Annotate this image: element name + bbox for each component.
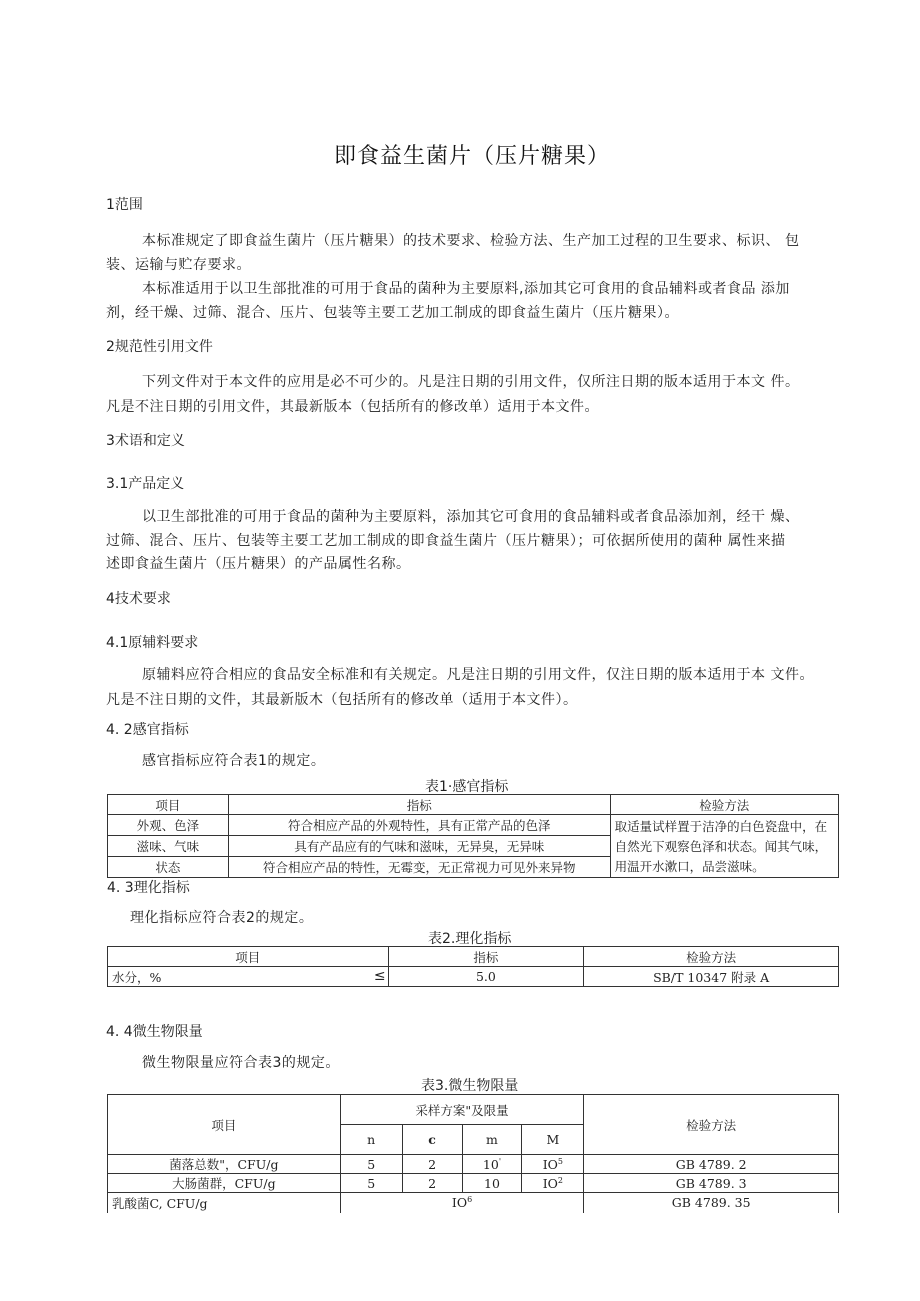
section-1-heading: 1范围 [106, 197, 143, 213]
table-1-caption: 表1·感官指标 [425, 779, 509, 795]
table-cell: GB 4789. 35 [584, 1193, 839, 1213]
section-4-4-heading: 4. 4微生物限量 [106, 1024, 203, 1040]
s1-paragraph-1-line-1: 本标准规定了即食益生菌片（压片糖果）的技术要求、检验方法、生产加工过程的卫生要求、标识、 包 [142, 233, 800, 249]
s3-paragraph-line-3: 述即食益生菌片（压片糖果）的产品属性名称。 [106, 556, 411, 572]
table-header-row [108, 1095, 839, 1125]
s4-1-paragraph-line-1: 原辅料应符合相应的食品安全标准和有关规定。凡是注日期的引用文件，仅注日期的版本适用于本 文件。 [142, 667, 814, 683]
M-value: IO [542, 1175, 558, 1191]
table-cell [462, 1174, 522, 1193]
table-header-cell: n [340, 1125, 402, 1155]
table-header-cell: 检验方法 [584, 947, 839, 967]
table-header-cell: 检验方法 [584, 1095, 839, 1155]
section-4-2-heading: 4. 2感官指标 [106, 722, 189, 738]
table-cell: GB 4789. 2 [584, 1155, 839, 1174]
s4-1-paragraph-line-2: 凡是不注日期的文件，其最新版木（包括所有的修改单（适用于本文件）。 [106, 692, 578, 708]
table-cell [108, 967, 389, 987]
table-cell: 2 [402, 1174, 462, 1193]
table-cell: 具有产品应有的气味和滋味，无异臭，无异味 [228, 836, 610, 857]
table-cell: 状态 [108, 857, 229, 878]
table-cell: SB/T 10347 附录 A [584, 967, 839, 987]
table-row [108, 1155, 839, 1174]
section-4-heading: 4技术要求 [106, 591, 171, 607]
table-2-caption: 表2.理化指标 [428, 931, 512, 947]
table-header-cell: M [522, 1125, 584, 1155]
item-label: 水分，% [112, 969, 162, 985]
table-header-cell: 指标 [228, 795, 610, 815]
microbial-table [107, 1094, 839, 1213]
table-cell: 外观、色泽 [108, 815, 229, 836]
table-header-row [108, 795, 839, 815]
table-header-row [108, 947, 839, 967]
m-superscript: ' [498, 1156, 502, 1166]
s1-paragraph-1-line-2: 装、运输与贮存要求。 [106, 257, 251, 273]
table-cell [522, 1155, 584, 1174]
table-cell: 菌落总数"，CFU/g [108, 1155, 341, 1174]
table-cell: 2 [402, 1155, 462, 1174]
M-superscript: 5 [557, 1156, 564, 1166]
page-title: 即食益生菌片（压片糖果） [334, 144, 611, 169]
s4-3-paragraph: 理化指标应符合表2的规定。 [130, 910, 314, 926]
method-cell: 取适量试样置于洁净的白色瓷盘中，在自然光下观察色泽和状态。闻其气味，用温开水漱口，品尝滋味。 [610, 815, 838, 878]
table-header-cell: 项目 [108, 795, 229, 815]
table-header-cell: c [402, 1125, 462, 1155]
s2-paragraph-line-2: 凡是不注日期的引用文件，其最新版本（包括所有的修改单）适用于本文件。 [106, 399, 599, 415]
table-header-cell: 项目 [108, 947, 389, 967]
table-row [108, 967, 839, 987]
s4-2-paragraph: 感官指标应符合表1的规定。 [142, 753, 326, 769]
section-3-heading: 3术语和定义 [106, 433, 185, 449]
s1-paragraph-2-line-2: 剂，经干燥、过筛、混合、压片、包装等主要工艺加工制成的即食益生菌片（压片糖果）。 [106, 305, 679, 321]
limit-superscript: 6 [467, 1195, 473, 1205]
table-row [108, 1193, 839, 1213]
table-cell: 乳酸菌C, CFU/g [108, 1193, 341, 1213]
s3-paragraph-line-1: 以卫生部批准的可用于食品的菌种为主要原料，添加其它可食用的食品辅料或者食品添加剂，经干 燥、 [142, 509, 800, 525]
sensory-table [107, 794, 839, 878]
table-row [108, 815, 839, 836]
s1-paragraph-2-line-1: 本标准适用于以卫生部批准的可用于食品的菌种为主要原料,添加其它可食用的食品辅料或者食品 添加 [142, 281, 790, 297]
table-header-cell: 采样方案"及限量 [340, 1095, 584, 1125]
table-header-cell: 检验方法 [610, 795, 838, 815]
s3-paragraph-line-2: 过筛、混合、压片、包装等主要工艺加工制成的即食益生菌片（压片糖果）；可依据所使用的菌种 属性来描 [106, 533, 786, 549]
table-cell: 符合相应产品的特性，无霉变，无正常视力可见外来异物 [228, 857, 610, 878]
section-3-1-heading: 3.1产品定义 [106, 476, 185, 492]
table-cell: 大肠菌群，CFU/g [108, 1174, 341, 1193]
M-value: IO [542, 1156, 558, 1172]
table-cell: 符合相应产品的外观特性，具有正常产品的色泽 [228, 815, 610, 836]
table-cell: 5.0 [388, 967, 584, 987]
section-2-heading: 2规范性引用文件 [106, 339, 213, 355]
less-equal-symbol: ≤ [373, 968, 386, 984]
limit-value: IO [451, 1195, 468, 1211]
m-value: 10 [482, 1156, 499, 1172]
table-cell [340, 1193, 584, 1213]
table-row [108, 1174, 839, 1193]
table-3-caption: 表3.微生物限量 [421, 1078, 519, 1094]
table-cell: 5 [340, 1155, 402, 1174]
table-cell: GB 4789. 3 [584, 1174, 839, 1193]
table-header-cell: m [462, 1125, 522, 1155]
table-cell [522, 1174, 584, 1193]
table-cell [462, 1155, 522, 1174]
section-4-3-heading: 4. 3理化指标 [107, 880, 190, 896]
M-superscript: 2 [557, 1175, 564, 1185]
table-cell: 滋味、气味 [108, 836, 229, 857]
s2-paragraph-line-1: 下列文件对于本文件的应用是必不可少的。凡是注日期的引用文件，仅所注日期的版本适用于本文 件。 [142, 374, 800, 390]
table-cell: 5 [340, 1174, 402, 1193]
section-4-1-heading: 4.1原辅料要求 [106, 635, 199, 651]
s4-4-paragraph: 微生物限量应符合表3的规定。 [142, 1055, 340, 1071]
table-header-cell: 项目 [108, 1095, 341, 1155]
m-value: 10 [484, 1175, 500, 1191]
table-header-cell: 指标 [388, 947, 584, 967]
physchem-table [107, 946, 839, 987]
